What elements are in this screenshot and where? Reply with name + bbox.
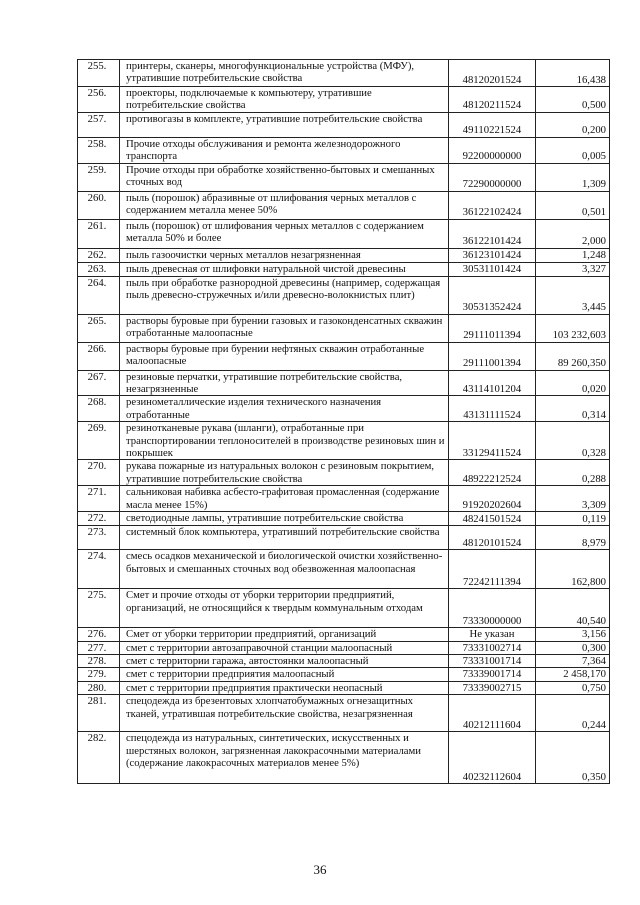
waste-name: проекторы, подключаемые к компьютеру, утратившие потребительские свойства [120,87,449,113]
waste-table-body [78,60,610,784]
waste-amount: 162,800 [536,550,610,589]
waste-name: спецодежда из брезентовых хлопчатобумажных огнезащитных тканей, утратившая потребительские свойства, незагрязненная [120,695,449,732]
waste-amount: 0,005 [536,137,610,163]
waste-name: пыль (порошок) абразивные от шлифования черных металлов с содержанием металла менее 50% [120,191,449,219]
waste-name: Смет и прочие отходы от уборки территории предприятий, организаций, не относящийся к твердым коммунальным отходам [120,589,449,628]
row-number: 265. [78,314,120,342]
table-row [78,526,610,550]
fkko-code: 73331001714 [449,654,536,667]
waste-name: принтеры, сканеры, многофункциональные устройства (МФУ), утратившие потребительские свойства [120,60,449,87]
table-row [78,512,610,526]
fkko-code: 73339002715 [449,681,536,694]
row-number: 261. [78,219,120,248]
waste-amount: 0,119 [536,512,610,526]
fkko-code: 72242111394 [449,550,536,589]
waste-amount: 0,350 [536,732,610,784]
table-row [78,732,610,784]
fkko-code: 48241501524 [449,512,536,526]
waste-name: пыль газоочистки черных металлов незагрязненная [120,248,449,262]
page-number: 36 [313,862,327,877]
waste-name: рукава пожарные из натуральных волокон с резиновым покрытием, утратившие потребительские свойства [120,460,449,486]
waste-amount: 3,156 [536,628,610,641]
table-row [78,87,610,113]
table-row [78,550,610,589]
fkko-code: 48120101524 [449,526,536,550]
table-row [78,191,610,219]
fkko-code: 91920202604 [449,486,536,512]
waste-name: Прочие отходы при обработке хозяйственно-бытовых и смешанных сточных вод [120,163,449,191]
fkko-code: 48922212524 [449,460,536,486]
table-row [78,370,610,396]
table-row [78,681,610,694]
row-number: 267. [78,370,120,396]
table-row [78,137,610,163]
row-number: 268. [78,396,120,422]
row-number: 256. [78,87,120,113]
waste-amount: 0,020 [536,370,610,396]
waste-amount: 2 458,170 [536,668,610,681]
waste-name: противогазы в комплекте, утратившие потребительские свойства [120,112,449,137]
table-row [78,163,610,191]
waste-amount: 40,540 [536,589,610,628]
row-number: 260. [78,191,120,219]
table-row [78,314,610,342]
table-row [78,219,610,248]
row-number: 274. [78,550,120,589]
table-row [78,628,610,641]
fkko-code: 73339001714 [449,668,536,681]
waste-name: пыль древесная от шлифовки натуральной чистой древесины [120,262,449,276]
waste-name: пыль (порошок) от шлифования черных металлов с содержанием металла 50% и более [120,219,449,248]
waste-amount: 8,979 [536,526,610,550]
waste-name: резинотканевые рукава (шланги), отработанные при транспортировании теплоносителей в производстве резиновых шин и покрышек [120,422,449,460]
waste-name: резинометаллические изделия технического назначения отработанные [120,396,449,422]
row-number: 277. [78,641,120,654]
waste-amount: 89 260,350 [536,342,610,370]
waste-name: смет с территории автозаправочной станции малоопасный [120,641,449,654]
waste-amount: 0,501 [536,191,610,219]
table-row [78,668,610,681]
waste-name: смет с территории предприятия малоопасный [120,668,449,681]
waste-amount: 3,327 [536,262,610,276]
fkko-code: Не указан [449,628,536,641]
waste-amount: 0,200 [536,112,610,137]
table-row [78,248,610,262]
waste-name: смет с территории предприятия практически неопасный [120,681,449,694]
waste-amount: 7,364 [536,654,610,667]
waste-amount: 0,750 [536,681,610,694]
row-number: 282. [78,732,120,784]
waste-amount: 3,309 [536,486,610,512]
table-row [78,342,610,370]
waste-name: резиновые перчатки, утратившие потребительские свойства, незагрязненные [120,370,449,396]
fkko-code: 36123101424 [449,248,536,262]
row-number: 281. [78,695,120,732]
row-number: 273. [78,526,120,550]
waste-name: системный блок компьютера, утративший потребительские свойства [120,526,449,550]
fkko-code: 73331002714 [449,641,536,654]
fkko-code: 48120211524 [449,87,536,113]
table-row [78,654,610,667]
waste-name: сальниковая набивка асбесто-графитовая промасленная (содержание масла менее 15%) [120,486,449,512]
table-row [78,276,610,314]
row-number: 276. [78,628,120,641]
fkko-code: 30531352424 [449,276,536,314]
waste-name: пыль при обработке разнородной древесины (например, содержащая пыль древесно-стружечных и/или древесно-волокнистых плит) [120,276,449,314]
fkko-code: 40212111604 [449,695,536,732]
table-row [78,396,610,422]
fkko-code: 43131111524 [449,396,536,422]
waste-amount: 16,438 [536,60,610,87]
row-number: 279. [78,668,120,681]
row-number: 272. [78,512,120,526]
table-row [78,262,610,276]
row-number: 278. [78,654,120,667]
table-row [78,422,610,460]
fkko-code: 72290000000 [449,163,536,191]
row-number: 275. [78,589,120,628]
table-row [78,60,610,87]
waste-name: растворы буровые при бурении нефтяных скважин отработанные малоопасные [120,342,449,370]
row-number: 258. [78,137,120,163]
row-number: 259. [78,163,120,191]
row-number: 257. [78,112,120,137]
waste-amount: 0,314 [536,396,610,422]
row-number: 262. [78,248,120,262]
fkko-code: 73330000000 [449,589,536,628]
row-number: 269. [78,422,120,460]
fkko-code: 92200000000 [449,137,536,163]
fkko-code: 30531101424 [449,262,536,276]
waste-table [77,59,610,784]
waste-amount: 0,328 [536,422,610,460]
waste-amount: 0,500 [536,87,610,113]
table-row [78,460,610,486]
waste-name: смесь осадков механической и биологической очистки хозяйственно-бытовых и смешанных сточных вод обезвоженная малоопасная [120,550,449,589]
table-row [78,112,610,137]
waste-amount: 103 232,603 [536,314,610,342]
fkko-code: 43114101204 [449,370,536,396]
waste-amount: 3,445 [536,276,610,314]
waste-name: Смет от уборки территории предприятий, организаций [120,628,449,641]
fkko-code: 48120201524 [449,60,536,87]
waste-amount: 0,244 [536,695,610,732]
row-number: 264. [78,276,120,314]
table-row [78,486,610,512]
fkko-code: 36122101424 [449,219,536,248]
row-number: 263. [78,262,120,276]
fkko-code: 36122102424 [449,191,536,219]
waste-name: Прочие отходы обслуживания и ремонта железнодорожного транспорта [120,137,449,163]
row-number: 255. [78,60,120,87]
row-number: 266. [78,342,120,370]
fkko-code: 29111011394 [449,314,536,342]
fkko-code: 29111001394 [449,342,536,370]
waste-amount: 0,300 [536,641,610,654]
row-number: 280. [78,681,120,694]
waste-amount: 2,000 [536,219,610,248]
waste-name: светодиодные лампы, утратившие потребительские свойства [120,512,449,526]
waste-amount: 1,309 [536,163,610,191]
table-row [78,589,610,628]
waste-amount: 1,248 [536,248,610,262]
waste-name: спецодежда из натуральных, синтетических, искусственных и шерстяных волокон, загрязненная лакокрасочными материалами (содержание лакокрасочных материалов менее 5%) [120,732,449,784]
waste-name: растворы буровые при бурении газовых и газоконденсатных скважин отработанные малоопасные [120,314,449,342]
waste-name: смет с территории гаража, автостоянки малоопасный [120,654,449,667]
table-row [78,695,610,732]
table-row [78,641,610,654]
fkko-code: 40232112604 [449,732,536,784]
waste-amount: 0,288 [536,460,610,486]
row-number: 270. [78,460,120,486]
fkko-code: 33129411524 [449,422,536,460]
row-number: 271. [78,486,120,512]
fkko-code: 49110221524 [449,112,536,137]
